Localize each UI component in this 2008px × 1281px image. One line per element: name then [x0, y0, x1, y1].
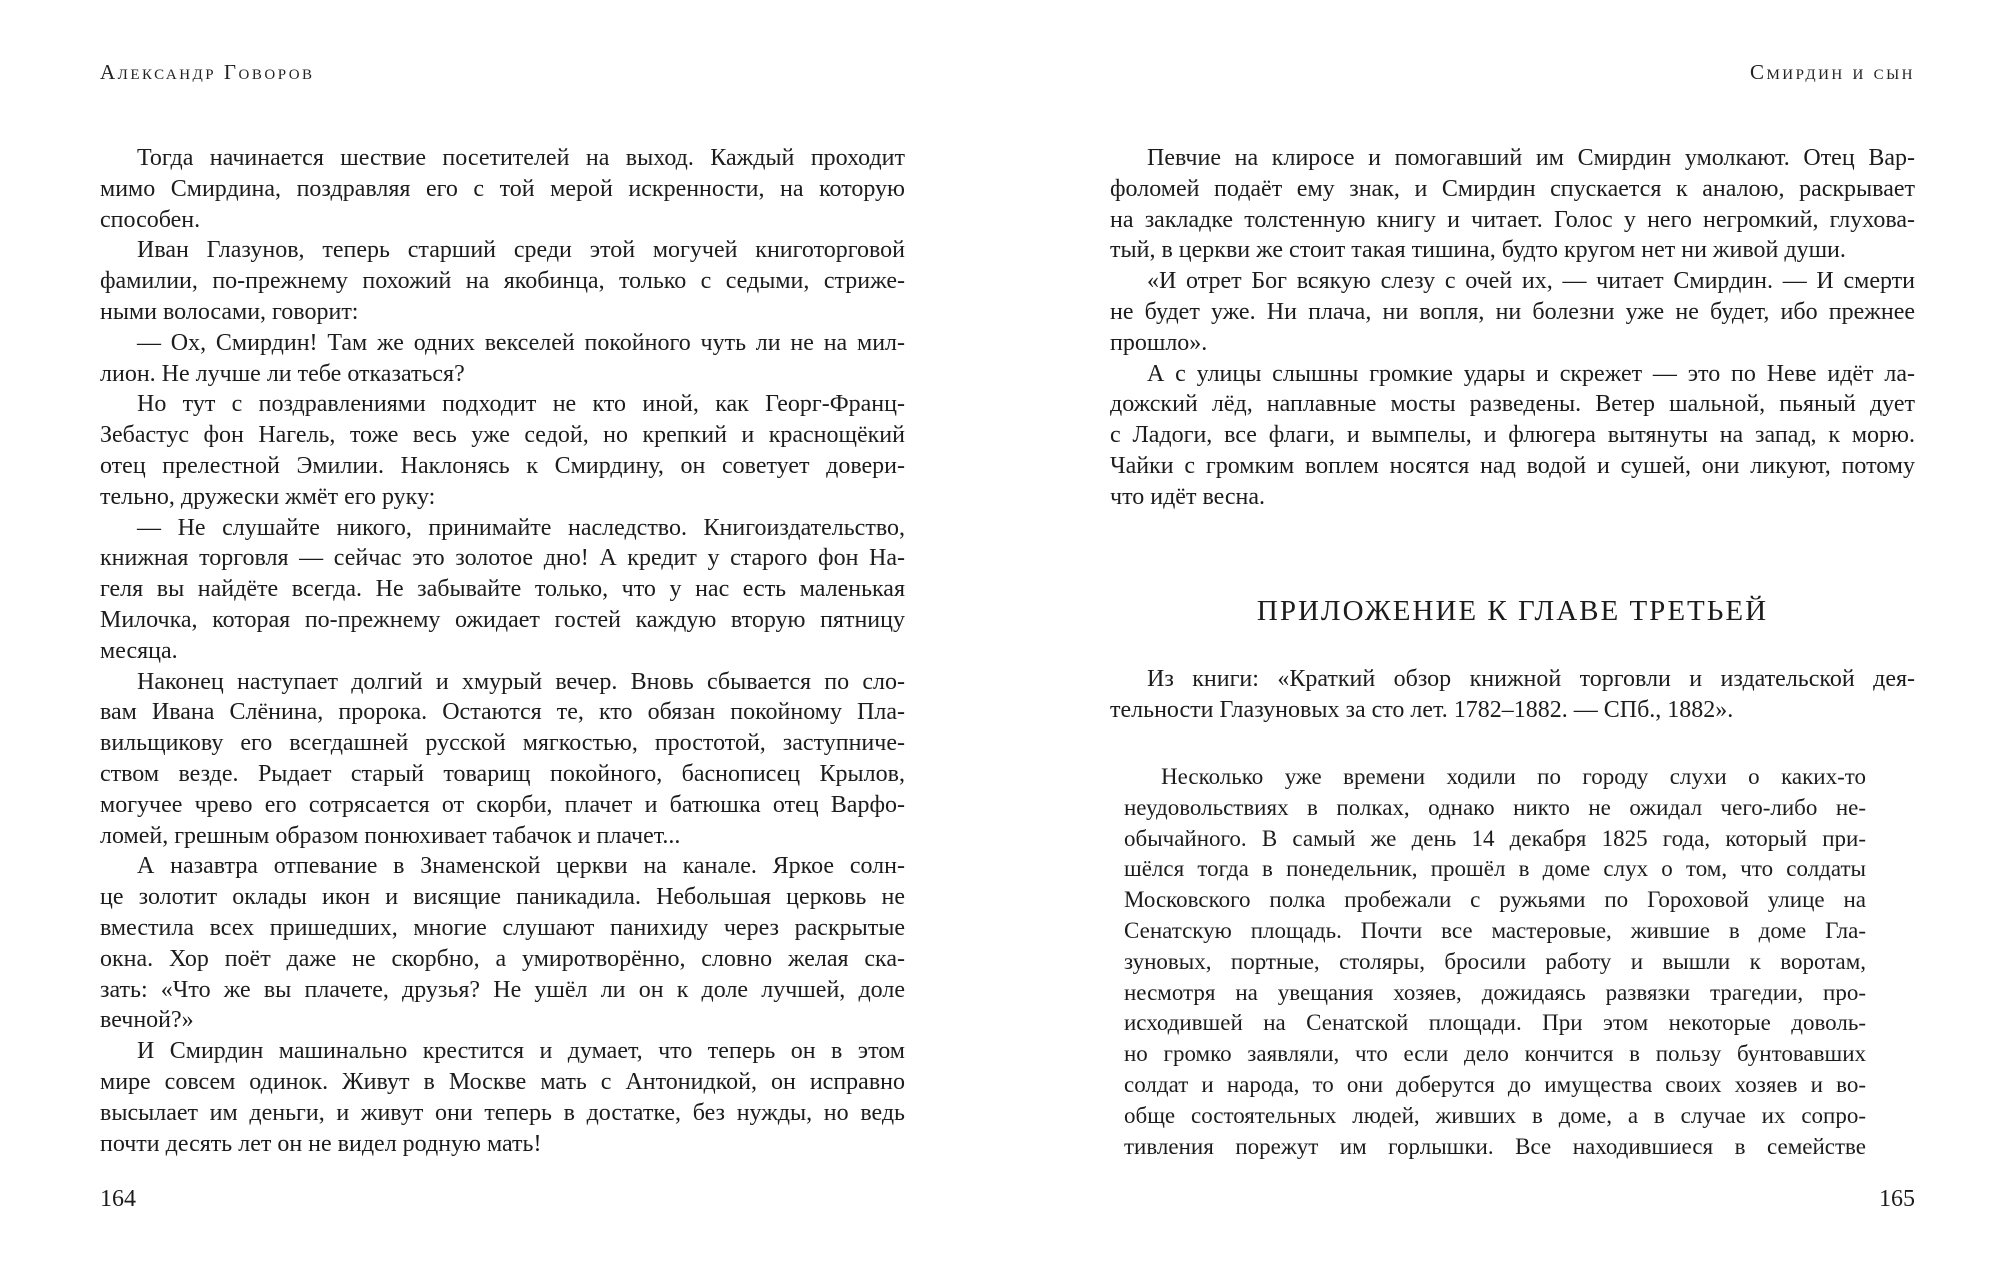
source-citation — [1110, 664, 1915, 726]
text-line: не будет уже. Ни плача, ни вопля, ни болезни уже не будет, ибо прежнее — [1110, 298, 1915, 325]
text-line: ломей, грешным образом понюхивает табачок и плачет... — [100, 822, 681, 849]
running-header-author: Александр Говоров — [100, 60, 315, 84]
text-line: Из книги: «Краткий обзор книжной торговли и издательской дея- — [1147, 666, 1915, 692]
text-line: ством везде. Рыдает старый товарищ покойного, баснописец Крылов, — [100, 760, 905, 787]
text-line: фамилии, по-прежнему похожий на якобинца, только с седыми, стриже- — [100, 268, 905, 295]
text-line: «И отрет Бог всякую слезу с очей их, — читает Смирдин. — И смерти — [1147, 268, 1915, 295]
text-line: Тогда начинается шествие посетителей на выход. Каждый проходит — [137, 145, 905, 171]
body-text-right — [1110, 143, 1915, 513]
text-line: солдат и народа, то они доберутся до имущества своих хозяев и во- — [1124, 1071, 1866, 1097]
text-line: зать: «Что же вы плачете, друзья? Не ушёл ли он к доле лучшей, доле — [100, 976, 905, 1003]
text-line: — Не слушайте никого, принимайте наследство. Книгоиздательство, — [137, 514, 905, 541]
text-line: Певчие на клиросе и помогавший им Смирдин умолкают. Отец Вар- — [1147, 145, 1915, 171]
text-line: тивления порежут им горлышки. Все находившиеся в семействе — [1124, 1133, 1866, 1159]
text-line: Но тут с поздравлениями подходит не кто иной, как Георг-Франц- — [137, 391, 905, 418]
paragraph — [100, 1036, 905, 1159]
paragraph — [1124, 762, 1866, 1162]
paragraph — [100, 513, 905, 667]
text-line: тый, в церкви же стоит такая тишина, будто кругом нет ни живой души. — [1110, 237, 1846, 264]
text-line: Милочка, которая по-прежнему ожидает гостей каждую вторую пятницу — [100, 606, 905, 633]
text-line: вместила всех пришедших, многие слушают панихиду через раскрытые — [100, 914, 905, 941]
text-line: на закладке толстенную книгу и читает. Голос у него негромкий, глухова- — [1110, 206, 1915, 233]
paragraph — [100, 328, 905, 390]
running-header-title: Смирдин и сын — [1749, 60, 1915, 84]
text-line: мимо Смирдина, поздравляя его с той мерой искренности, на которую — [100, 175, 905, 202]
text-line: обще состоятельных людей, живших в доме, а в случае их сопро- — [1124, 1102, 1866, 1128]
text-line: Зебастус фон Нагель, тоже весь уже седой, но крепкий и краснощёкий — [100, 422, 905, 449]
text-line: А с улицы слышны громкие удары и скрежет — это по Неве идёт ла- — [1147, 360, 1915, 387]
paragraph — [100, 851, 905, 1036]
paragraph — [1110, 664, 1915, 726]
text-line: исходившей на Сенатской площади. При этом некоторые доволь- — [1124, 1010, 1866, 1036]
page-number-left: 164 — [100, 1186, 136, 1212]
text-line: Чайки с громким воплем носятся над водой и сушей, они ликуют, потому — [1110, 452, 1915, 479]
text-line: шёлся тогда в понедельник, прошёл в доме слух о том, что солдаты — [1124, 856, 1866, 882]
text-line: могучее чрево его сотрясается от скорби, плачет и батюшка отец Варфо- — [100, 791, 905, 818]
text-line: высылает им деньги, и живут они теперь в достатке, без нужды, но ведь — [100, 1099, 905, 1126]
text-line: дожский лёд, наплавные мосты разведены. Ветер шальной, пьяный дует — [1110, 391, 1915, 418]
text-line: вечной?» — [100, 1007, 194, 1034]
text-line: месяца. — [100, 637, 178, 664]
text-line: Сенатскую площадь. Почти все мастеровые, жившие в доме Гла- — [1124, 917, 1866, 943]
page-number-right: 165 — [1879, 1186, 1915, 1212]
text-line: вильщикову его всегдашней русской мягкостью, простотой, заступниче- — [100, 730, 905, 757]
text-line: прошло». — [1110, 329, 1208, 356]
text-line: но громко заявляли, что если дело кончится в пользу бунтовавших — [1124, 1041, 1866, 1067]
paragraph — [100, 143, 905, 235]
text-line: — Ох, Смирдин! Там же одних векселей покойного чуть ли не на мил- — [137, 329, 905, 356]
paragraph — [100, 667, 905, 852]
text-line: с Ладоги, все флаги, и вымпелы, и флюгера вытянуты на запад, к морю. — [1110, 422, 1915, 449]
text-line: обычайного. В самый же день 14 декабря 1825 года, который при- — [1124, 825, 1866, 851]
text-line: тельно, дружески жмёт его руку: — [100, 483, 436, 510]
text-line: це золотит оклады икон и висящие паникадила. Небольшая церковь не — [100, 884, 905, 911]
text-line: Московского полка пробежали с ружьями по Гороховой улице на — [1124, 887, 1866, 913]
text-line: почти десять лет он не видел родную мать! — [100, 1130, 542, 1157]
text-line: окна. Хор поёт даже не скорбно, а умиротворённо, словно желая ска- — [100, 945, 905, 972]
body-text-left — [100, 143, 905, 1159]
text-line: зуновых, портные, столяры, бросили работу и вышли к воротам, — [1124, 948, 1866, 974]
text-line: геля вы найдёте всегда. Не забывайте только, что у нас есть маленькая — [100, 576, 905, 603]
page-left — [100, 0, 905, 1281]
text-line: И Смирдин машинально крестится и думает, что теперь он в этом — [137, 1038, 905, 1065]
text-line: ными волосами, говорит: — [100, 298, 359, 325]
appendix-heading: ПРИЛОЖЕНИЕ К ГЛАВЕ ТРЕТЬЕЙ — [1256, 595, 1769, 627]
text-line: мире совсем одинок. Живут в Москве мать с Антонидкой, он исправно — [100, 1068, 905, 1095]
text-line: несмотря на увещания хозяев, дожидаясь развязки трагедии, про- — [1124, 979, 1866, 1005]
text-line: лион. Не лучше ли тебе отказаться? — [100, 360, 465, 387]
text-line: фоломей подаёт ему знак, и Смирдин спускается к аналою, раскрывает — [1110, 175, 1915, 202]
text-line: книжная торговля — сейчас это золотое дно! А кредит у старого фон На- — [100, 545, 905, 572]
paragraph — [1110, 266, 1915, 358]
page-right — [1110, 0, 1915, 1281]
text-line: отец прелестной Эмилии. Наклонясь к Смирдину, он советует довери- — [100, 452, 905, 479]
text-line: Наконец наступает долгий и хмурый вечер. Вновь сбывается по сло- — [137, 668, 905, 695]
text-line: неудовольствиях в полках, однако никто не ожидал чего-либо не- — [1124, 794, 1866, 820]
text-line: Несколько уже времени ходили по городу слухи о каких-то — [1161, 764, 1866, 789]
text-line: тельности Глазуновых за сто лет. 1782–1882. — СПб., 1882». — [1110, 696, 1734, 723]
paragraph — [1110, 359, 1915, 513]
paragraph — [1110, 143, 1915, 266]
block-quote — [1124, 762, 1866, 1162]
text-line: способен. — [100, 206, 201, 233]
text-line: вам Ивана Слёнина, пророка. Остаются те, кто обязан покойному Пла- — [100, 699, 905, 726]
text-line: Иван Глазунов, теперь старший среди этой могучей книготорговой — [137, 237, 905, 264]
text-line: что идёт весна. — [1110, 483, 1266, 510]
paragraph — [100, 389, 905, 512]
paragraph — [100, 235, 905, 327]
text-line: А назавтра отпевание в Знаменской церкви на канале. Яркое солн- — [137, 853, 905, 880]
